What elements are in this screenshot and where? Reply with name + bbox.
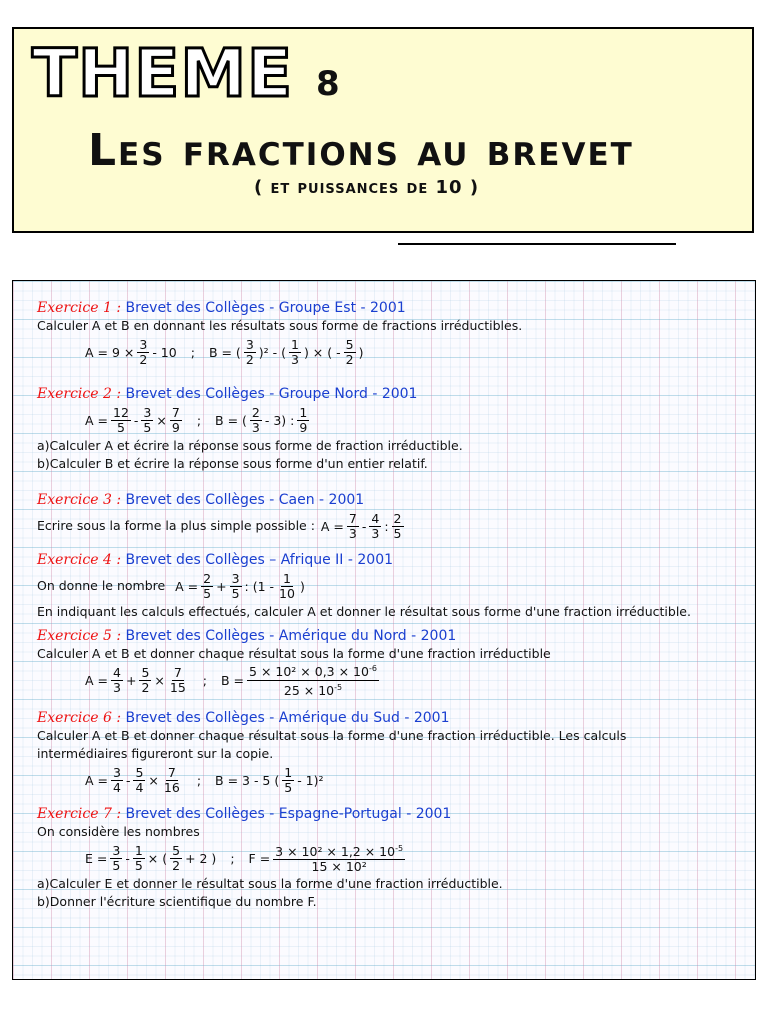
- exercise-header: [37, 385, 463, 403]
- question-b: b)Donner l'écriture scientifique du nombre F.: [37, 894, 317, 909]
- exercise-source: Brevet des Collèges - Amérique du Sud - 2001: [125, 710, 450, 726]
- exercise-6: [37, 709, 626, 797]
- exercise-source: Brevet des Collèges - Amérique du Nord - 2001: [125, 628, 457, 644]
- exercise-1: [37, 299, 522, 369]
- exercise-intro: On considère les nombres: [37, 824, 200, 839]
- exercise-source: Brevet des Collèges – Afrique II - 2001: [125, 552, 394, 568]
- formula: E = $\frac{3}{5}$ - $\frac{1}{5}$ × ( $\frac{5}{2}$ + 2 ) ; F = $\frac{3 \times 10^2 \times 1,2 \times 10^{-5}}{\text{15 × 10²}}$: [85, 842, 404, 875]
- exercise-source: Brevet des Collèges - Groupe Est - 2001: [125, 300, 406, 316]
- exercise-source: Brevet des Collèges - Caen - 2001: [125, 492, 365, 508]
- formula: A = 9 × $\frac{3}{2}$ - 10 ; B = ( $\frac{3}{2}$ )² - ( $\frac{1}{3}$ ) × ( - $\frac{5}{2}$ ): [85, 336, 364, 367]
- exercise-sheet: [12, 280, 756, 980]
- exercise-label: Exercice 4 :: [37, 552, 122, 568]
- exercise-label: Exercice 6 :: [37, 710, 122, 726]
- exercise-statement: Calculer A et B en donnant les résultats sous forme de fractions irréductibles.: [37, 318, 523, 333]
- exercise-source: Brevet des Collèges - Groupe Nord - 2001: [125, 386, 418, 402]
- theme-number: 8: [316, 64, 340, 104]
- exercise-source: Brevet des Collèges - Espagne-Portugal - 2001: [125, 806, 452, 822]
- page-subtitle: ( et puissances de 10 ): [254, 177, 480, 198]
- exercise-statement: Ecrire sous la forme la plus simple possible :: [37, 518, 315, 533]
- question-a: a)Calculer E et donner le résultat sous la forme d'une fraction irréductible.: [37, 876, 503, 891]
- exercise-header: [37, 805, 503, 823]
- formula: Ecrire sous la forme la plus simple possible : A = $\frac{7}{3}$ - $\frac{4}{3}$ : $\frac{2}{5}$: [37, 510, 402, 541]
- exercise-header: [37, 627, 551, 645]
- formula: A = $\frac{3}{4}$ - $\frac{5}{4}$ × $\frac{7}{16}$ ; B = 3 - 5 ( $\frac{1}{5}$ - 1)²: [85, 764, 324, 795]
- name-line: [398, 243, 676, 245]
- exercise-statement: Calculer A et B et donner chaque résultat sous la forme d'une fraction irréductible: [37, 646, 551, 661]
- formula: A = $\frac{4}{3}$ + $\frac{5}{2}$ × $\frac{7}{15}$ ; B = $\frac{5 \times 10^2 \times 0,3 \times 10^{-6}}{25 \times 10^{-5}}$: [85, 664, 377, 698]
- exercise-label: Exercice 7 :: [37, 806, 122, 822]
- exercise-label: Exercice 3 :: [37, 492, 122, 508]
- exercise-label: Exercice 2 :: [37, 386, 122, 402]
- question-a: a)Calculer A et écrire la réponse sous forme de fraction irréductible.: [37, 438, 463, 453]
- exercise-header: [37, 491, 405, 509]
- exercise-7: [37, 805, 503, 911]
- exercise-3: [37, 491, 405, 543]
- exercise-5: [37, 627, 551, 697]
- exercise-intro: On donne le nombre: [37, 578, 166, 593]
- exercise-statement: Calculer A et B et donner chaque résultat sous la forme d'une fraction irréductible. Les calculs: [37, 728, 627, 743]
- exercise-header: [37, 551, 691, 569]
- exercise-2: [37, 385, 463, 473]
- theme-word: THEME: [32, 35, 294, 112]
- page-title: Les fractions au brevet: [88, 125, 634, 176]
- exercise-statement: intermédiaires figureront sur la copie.: [37, 746, 274, 761]
- exercise-4: [37, 551, 691, 621]
- exercise-label: Exercice 1 :: [37, 300, 122, 316]
- formula: A = $\frac{12}{5}$ - $\frac{3}{5}$ × $\frac{7}{9}$ ; B = ( $\frac{2}{3}$ - 3) : $\frac{1}{9}$: [85, 404, 308, 435]
- question-b: b)Calculer B et écrire la réponse sous forme d'un entier relatif.: [37, 456, 428, 471]
- exercise-label: Exercice 5 :: [37, 628, 122, 644]
- exercise-header: [37, 299, 522, 317]
- exercise-statement: En indiquant les calculs effectués, calculer A et donner le résultat sous forme d'une fraction irréductible.: [37, 604, 691, 619]
- theme-header: [12, 27, 754, 233]
- formula: On donne le nombre A = $\frac{2}{5}$ + $\frac{3}{5}$ : (1 - $\frac{1}{10}$ ): [37, 570, 305, 601]
- exercise-header: [37, 709, 626, 727]
